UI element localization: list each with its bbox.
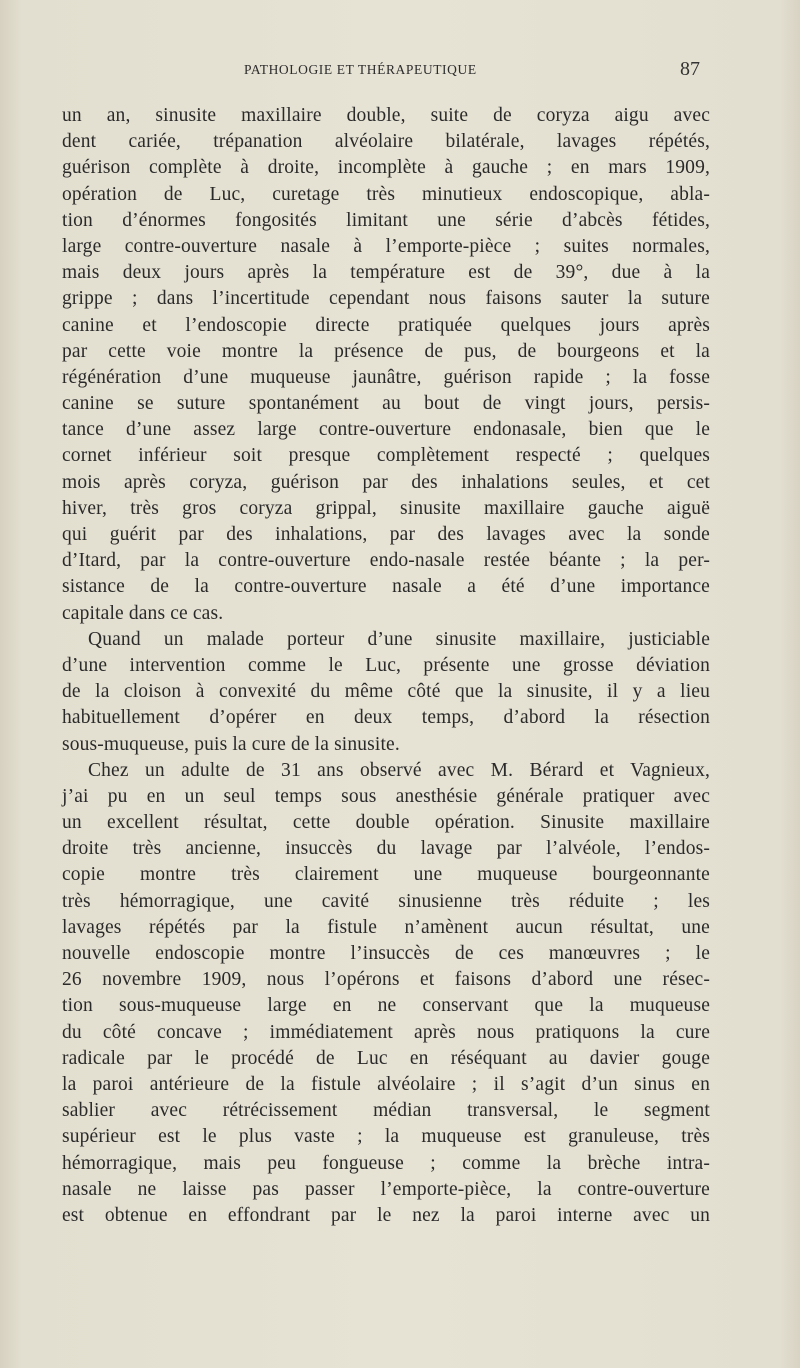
text-line: cornet inférieur soit presque complètement respecté ; quelques bbox=[62, 445, 710, 467]
text-line: hiver, très gros coryza grippal, sinusite maxillaire gauche aiguë bbox=[62, 497, 710, 519]
text-line: sablier avec rétrécissement médian transversal, le segment bbox=[62, 1100, 710, 1122]
text-line: copie montre très clairement une muqueuse bourgeonnante bbox=[62, 864, 710, 886]
text-line: de la cloison à convexité du même côté que la sinusite, il y a lieu bbox=[62, 681, 710, 703]
page-header bbox=[0, 58, 800, 82]
text-line: nasale ne laisse pas passer l’emporte-pièce, la contre-ouverture bbox=[62, 1178, 710, 1200]
text-line: 26 novembre 1909, nous l’opérons et faisons d’abord une résec- bbox=[62, 969, 710, 991]
body-text bbox=[62, 103, 710, 1229]
text-line: capitale dans ce cas. bbox=[62, 602, 224, 624]
text-line: droite très ancienne, insuccès du lavage par l’alvéole, l’endos- bbox=[62, 838, 710, 860]
text-line: est obtenue en effondrant par le nez la paroi interne avec un bbox=[62, 1204, 710, 1226]
text-line: canine se suture spontanément au bout de vingt jours, persis- bbox=[62, 393, 710, 415]
text-line: supérieur est le plus vaste ; la muqueuse est granuleuse, très bbox=[62, 1126, 710, 1148]
text-line: grippe ; dans l’incertitude cependant nous faisons sauter la suture bbox=[62, 288, 710, 310]
text-line: tance d’une assez large contre-ouverture endonasale, bien que le bbox=[62, 419, 710, 441]
text-line: régénération d’une muqueuse jaunâtre, guérison rapide ; la fosse bbox=[62, 366, 710, 388]
text-line: canine et l’endoscopie directe pratiquée quelques jours après bbox=[62, 314, 710, 336]
text-line: par cette voie montre la présence de pus, de bourgeons et la bbox=[62, 340, 710, 362]
text-line: radicale par le procédé de Luc en réséquant au davier gouge bbox=[62, 1047, 710, 1069]
text-line: du côté concave ; immédiatement après nous pratiquons la cure bbox=[62, 1021, 710, 1043]
text-line: nouvelle endoscopie montre l’insuccès de ces manœuvres ; le bbox=[62, 943, 710, 964]
text-line: sistance de la contre-ouverture nasale a été d’une importance bbox=[62, 576, 710, 598]
text-line: Chez un adulte de 31 ans observé avec M. Bérard et Vagnieux, bbox=[88, 759, 710, 781]
text-line: habituellement d’opérer en deux temps, d’abord la résection bbox=[62, 707, 710, 729]
running-title: PATHOLOGIE ET THÉRAPEUTIQUE bbox=[244, 62, 477, 77]
page-number: 87 bbox=[680, 58, 700, 80]
text-line: dent cariée, trépanation alvéolaire bilatérale, lavages répétés, bbox=[62, 131, 710, 153]
text-line: qui guérit par des inhalations, par des lavages avec la sonde bbox=[62, 524, 710, 545]
text-line: mois après coryza, guérison par des inhalations seules, et cet bbox=[62, 471, 710, 493]
text-line: j’ai pu en un seul temps sous anesthésie générale pratiquer avec bbox=[62, 785, 710, 807]
text-line: mais deux jours après la température est de 39°, due à la bbox=[62, 262, 710, 284]
text-line: un an, sinusite maxillaire double, suite de coryza aigu avec bbox=[62, 105, 710, 126]
text-line: guérison complète à droite, incomplète à gauche ; en mars 1909, bbox=[62, 157, 710, 179]
text-line: très hémorragique, une cavité sinusienne très réduite ; les bbox=[62, 890, 710, 912]
text-line: sous-muqueuse, puis la cure de la sinusite. bbox=[62, 733, 400, 755]
text-line: un excellent résultat, cette double opération. Sinusite maxillaire bbox=[62, 812, 710, 834]
text-line: hémorragique, mais peu fongueuse ; comme la brèche intra- bbox=[62, 1152, 710, 1174]
text-line: tion sous-muqueuse large en ne conservant que la muqueuse bbox=[62, 995, 710, 1017]
text-line: tion d’énormes fongosités limitant une série d’abcès fétides, bbox=[62, 209, 710, 231]
text-line: d’Itard, par la contre-ouverture endo-nasale restée béante ; la per- bbox=[62, 550, 710, 572]
text-line: large contre-ouverture nasale à l’emporte-pièce ; suites normales, bbox=[62, 235, 710, 257]
text-line: d’une intervention comme le Luc, présente une grosse déviation bbox=[62, 654, 710, 676]
text-line: la paroi antérieure de la fistule alvéolaire ; il s’agit d’un sinus en bbox=[62, 1073, 710, 1095]
text-line: Quand un malade porteur d’une sinusite maxillaire, justiciable bbox=[88, 628, 710, 650]
text-line: lavages répétés par la fistule n’amènent aucun résultat, une bbox=[62, 916, 710, 938]
text-line: opération de Luc, curetage très minutieux endoscopique, abla- bbox=[62, 183, 710, 205]
